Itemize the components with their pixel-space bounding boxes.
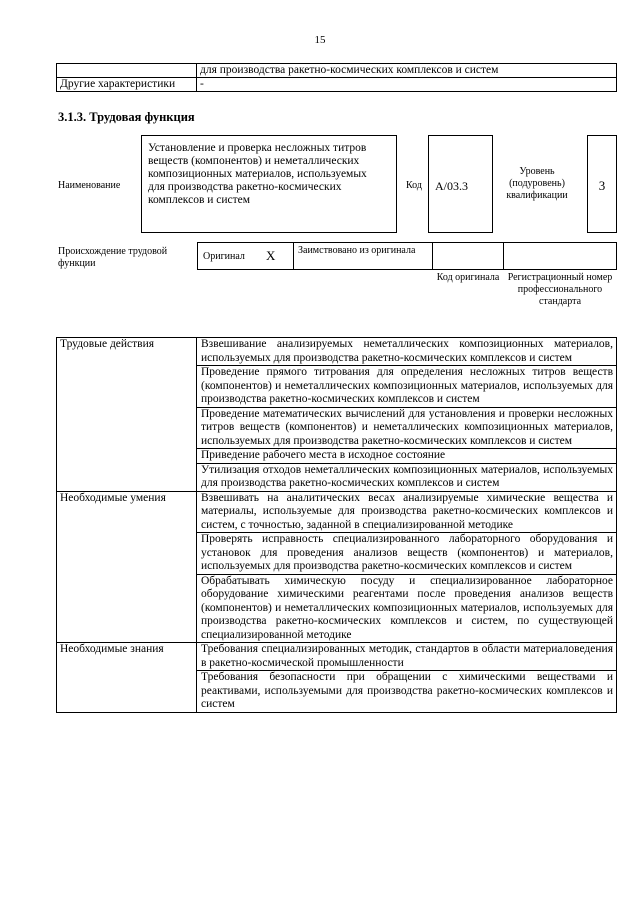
- skill-item: Проверять исправность специализированного лабораторного оборудования и установок для проведения анализов веществ (компонентов) и материалов, используемых для производства ракетно-космических комплексов и систем: [197, 533, 617, 575]
- original-code-box: [432, 242, 504, 270]
- original-mark: X: [266, 248, 276, 263]
- skill-item: Взвешивать на аналитических весах анализируемые химические вещества и материалы, используемые для производства ракетно-космических комплексов и систем, с точностью, заданной в специализированной методике: [197, 491, 617, 533]
- level-value: 3: [598, 178, 606, 193]
- labor-action-item: Приведение рабочего места в исходное состояние: [197, 449, 617, 464]
- knowledge-item: Требования безопасности при обращении с химическими веществами и реактивами, используемыми для производства ракетно-космических комплексов и систем: [197, 671, 617, 713]
- required-knowledge-label: Необходимые знания: [57, 643, 197, 713]
- required-skills-label: Необходимые умения: [57, 491, 197, 643]
- reg-number-box: [503, 242, 617, 270]
- top-table-continued-text: для производства ракетно-космических комплексов и систем: [197, 64, 617, 78]
- skill-item: Обрабатывать химическую посуду и специализированное лабораторное оборудование химическими реагентами после проведения анализов веществ (компонентов) и неметаллических композиционных материалов, используемых для производства ракетно-космических комплексов и систем, по существующей специализированной методике: [197, 574, 617, 643]
- other-characteristics-label: Другие характеристики: [57, 78, 197, 92]
- labor-action-item: Проведение математических вычислений для установления и проверки несложных титров веществ (компонентов) и неметаллических композиционных материалов, используемых для производства ракетно-космических комплексов и систем: [197, 407, 617, 449]
- section-heading: 3.1.3. Трудовая функция: [58, 110, 195, 124]
- borrowed-box: [293, 242, 433, 270]
- level-box: [587, 135, 617, 233]
- function-details-table: [56, 337, 617, 713]
- level-label: Уровень (подуровень) квалификации: [506, 166, 568, 201]
- function-name-box: [141, 135, 397, 233]
- function-name-text: Установление и проверка несложных титров веществ (компонентов) и неметаллических композиционных материалов, используемых для производства ракетно-космических комплексов и систем: [148, 142, 367, 206]
- top-table-empty-cell: [57, 64, 197, 78]
- knowledge-item: Требования специализированных методик, стандартов в области материаловедения в ракетно-космической промышленности: [197, 643, 617, 671]
- labor-action-item: Утилизация отходов неметаллических композиционных материалов, используемых для производства ракетно-космических комплексов и систем: [197, 463, 617, 491]
- labor-action-item: Проведение прямого титрования для определения несложных титров веществ (компонентов) и неметаллических композиционных материалов, используемых для производства ракетно-космических комплексов и систем: [197, 366, 617, 408]
- origin-label: Происхождение трудовой функции: [58, 246, 168, 269]
- reg-caption: Регистрационный номер профессионального стандарта: [507, 272, 613, 307]
- table-row: [57, 338, 617, 366]
- page-number: 15: [314, 34, 326, 46]
- name-label: Наименование: [58, 180, 121, 191]
- original-label: Оригинал: [203, 251, 245, 262]
- table-row: [57, 491, 617, 533]
- code-caption: Код оригинала: [436, 272, 500, 283]
- top-table: [56, 63, 617, 92]
- labor-actions-label: Трудовые действия: [57, 338, 197, 492]
- original-box: [197, 242, 294, 270]
- code-box: [428, 135, 493, 233]
- code-value: А/03.3: [435, 179, 468, 193]
- other-characteristics-value: -: [197, 78, 617, 92]
- code-label: Код: [406, 180, 422, 191]
- labor-action-item: Взвешивание анализируемых неметаллических композиционных материалов, используемых для производства ракетно-космических комплексов и систем: [197, 338, 617, 366]
- borrowed-label: Заимствовано из оригинала: [298, 245, 416, 256]
- table-row: [57, 643, 617, 671]
